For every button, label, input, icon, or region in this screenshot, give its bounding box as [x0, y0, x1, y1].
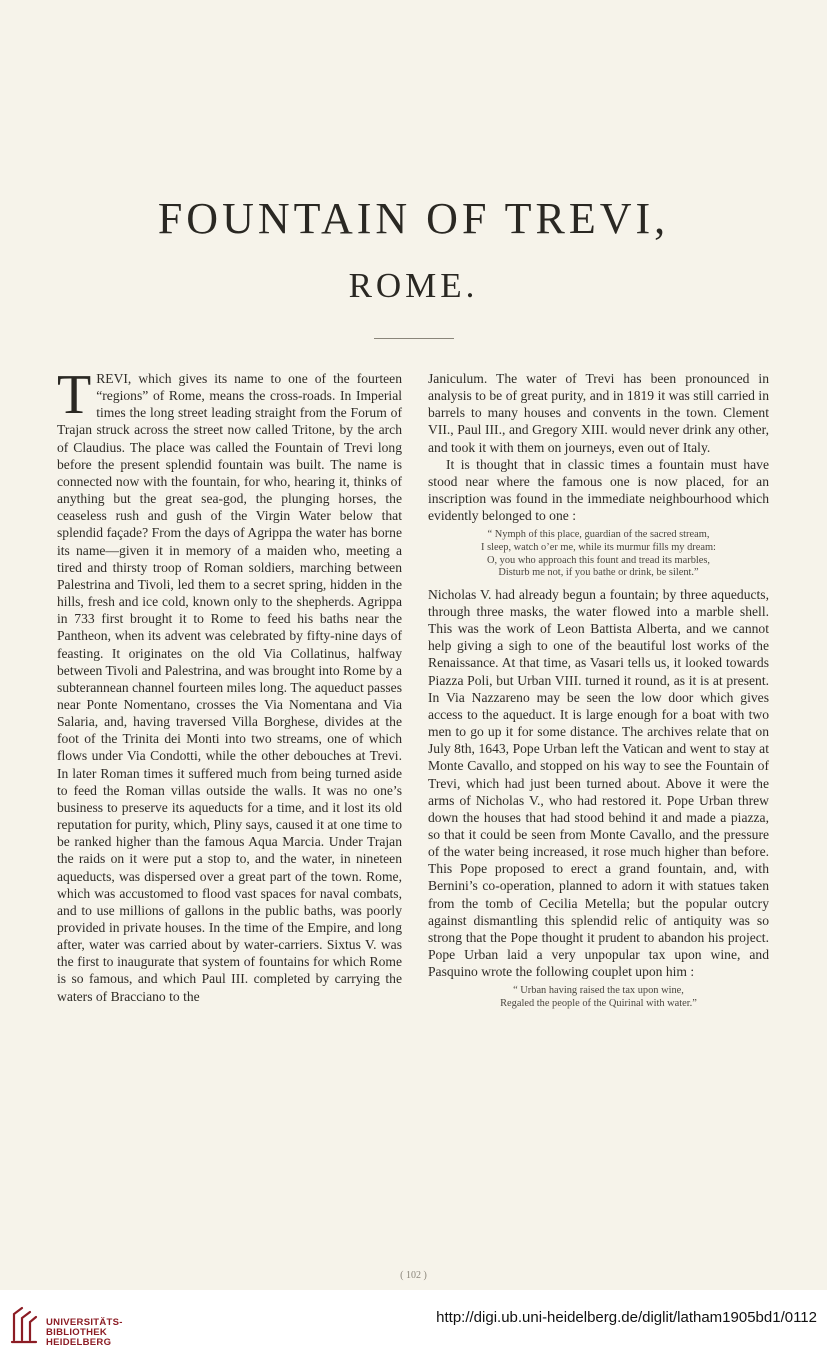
verse-line: Regaled the people of the Quirinal with water.” [500, 997, 697, 1009]
right-column [428, 370, 769, 1017]
drop-cap: T [57, 364, 92, 426]
page-title: FOUNTAIN OF TREVI, [157, 194, 670, 243]
verse-line: I sleep, watch o’er me, while its murmur fills my dream: [481, 542, 716, 553]
paragraph [57, 364, 402, 1005]
paragraph: Janiculum. The water of Trevi has been pronounced in analysis to be of great purity, and in 1819 it was still carried in barrels to many houses and convents in the town. Clement VII., Paul III., and Gregory XIII. would never drink any other, and took it with them on journeys, even out of Italy. [428, 371, 769, 455]
page-number: ( 102 ) [400, 1270, 427, 1281]
library-name [46, 1318, 123, 1347]
couplet-quotation [428, 985, 769, 1010]
paragraph-text: REVI, which gives its name to one of the fourteen “regions” of Rome, means the cross-roads. In Imperial times the long street leading straight from the Forum of Trajan struck across the street now called Tritone, by the arch of Claudius. The place was called the Fountain of Trevi long before the present splendid fountain was built. The name is connected now with the fountain, for who, hearing it, thinks of anything but the great sea-god, the plunging horses, the ceaseless rush and gush of the Virgin Water below that splendid façade? From the days of Agrippa the water has borne its name—given it in memory of a maiden who, meeting a tired and thirsty troop of Roman soldiers, marching between Palestrina and Tivoli, led them to a secret spring, hidden in the hills, fresh and ice cold, known only to the shepherds. Agrippa in 733 first brought it to Rome to feed his baths near the Pantheon, when its advent was celebrated by fifty-nine days of feasting. It originates on the old Via Collatinus, halfway between Tivoli and Palestrina, and was brought into Rome by a subterannean channel fourteen miles long. The aqueduct passes near Ponte Nomentano, crosses the Via Nomentana and Via Salaria, and, having traversed Villa Borghese, divides at the foot of the Trinita dei Monti into two streams, one of which flows under Via Condotti, while the other debouches at Trevi. In later Roman times it suffered much from being turned aside to feed the Roman villas outside the walls. It was no one’s business to preserve its aqueducts for a time, and it lost its old reputation for purity, which, Pliny says, caused it at one time to be ranked higher than the famous Aqua Marcia. Under Trajan the raids on it were put a stop to, and the water, in nineteen aqueducts, was dispersed over a great part of the town. Rome, which was accustomed to flood vast spaces for naval combats, and to use millions of gallons in the public baths, was poorly provided in private houses. In the time of the Empire, and long after, water was carried about by water-carriers. Sixtus V. was the first to inaugurate that system of fountains for which Rome is so famous, and which Paul III. completed by carrying the waters of Bracciano to the [57, 371, 402, 1004]
library-name-line: BIBLIOTHEK [46, 1326, 108, 1338]
source-url-link[interactable]: http://digi.ub.uni-heidelberg.de/diglit/latham1905bd1/0112 [436, 1309, 817, 1326]
verse-line: “ Urban having raised the tax upon wine, [513, 985, 684, 997]
university-library-logo-icon [10, 1304, 38, 1344]
verse-line: Disturb me not, if you bathe or drink, be silent.” [498, 567, 699, 579]
paragraph: Nicholas V. had already begun a fountain; by three aqueducts, through three masks, the water flowed into a marble shell. This was the work of Leon Battista Alberta, and we cannot help giving a sigh to one of the beautiful lost works of the Renaissance. At that time, as Vasari tells us, it looked towards Piazza Poli, but Urban VIII. turned it round, as it is at present. In Via Nazzareno may be seen the low door which gives access to the aqueduct. It is large enough for a boat with two men to go up it for some distance. The archives relate that on July 8th, 1643, Pope Urban left the Vatican and went to stay at Monte Cavallo, and stopped on his way to see the Fountain of Trevi, which had just been turned about. Above it were the arms of Nicholas V., who had restored it. Pope Urban threw down the houses that had stood behind it and made a piazza, so that it could be seen from Monte Cavallo, and the pressure of the water being increased, it rose much higher than before. This Pope proposed to erect a grand fountain, and, with Bernini’s co-operation, planned to adorn it with statues taken from the tomb of Cecilia Metella; but the popular outcry against dismantling this splendid relic of antiquity was so strong that the Pope thought it prudent to abandon his project. Pope Urban laid a very unpopular tax upon wine, and Pasquino wrote the following couplet upon him : [428, 586, 769, 980]
page-subtitle: ROME. [348, 266, 479, 305]
library-name-line: HEIDELBERG [46, 1336, 112, 1348]
title-divider [374, 338, 454, 339]
left-column [57, 364, 402, 1005]
verse-line: O, you who approach this fount and tread its marbles, [486, 554, 711, 566]
verse-quotation [428, 529, 769, 579]
library-name-line: UNIVERSITÄTS- [46, 1317, 123, 1328]
verse-line: “ Nymph of this place, guardian of the sacred stream, [487, 529, 710, 541]
paragraph: It is thought that in classic times a fountain must have stood near where the famous one is now placed, for an inscription was found in the immediate neighbourhood which evidently belonged to one : [428, 456, 769, 524]
